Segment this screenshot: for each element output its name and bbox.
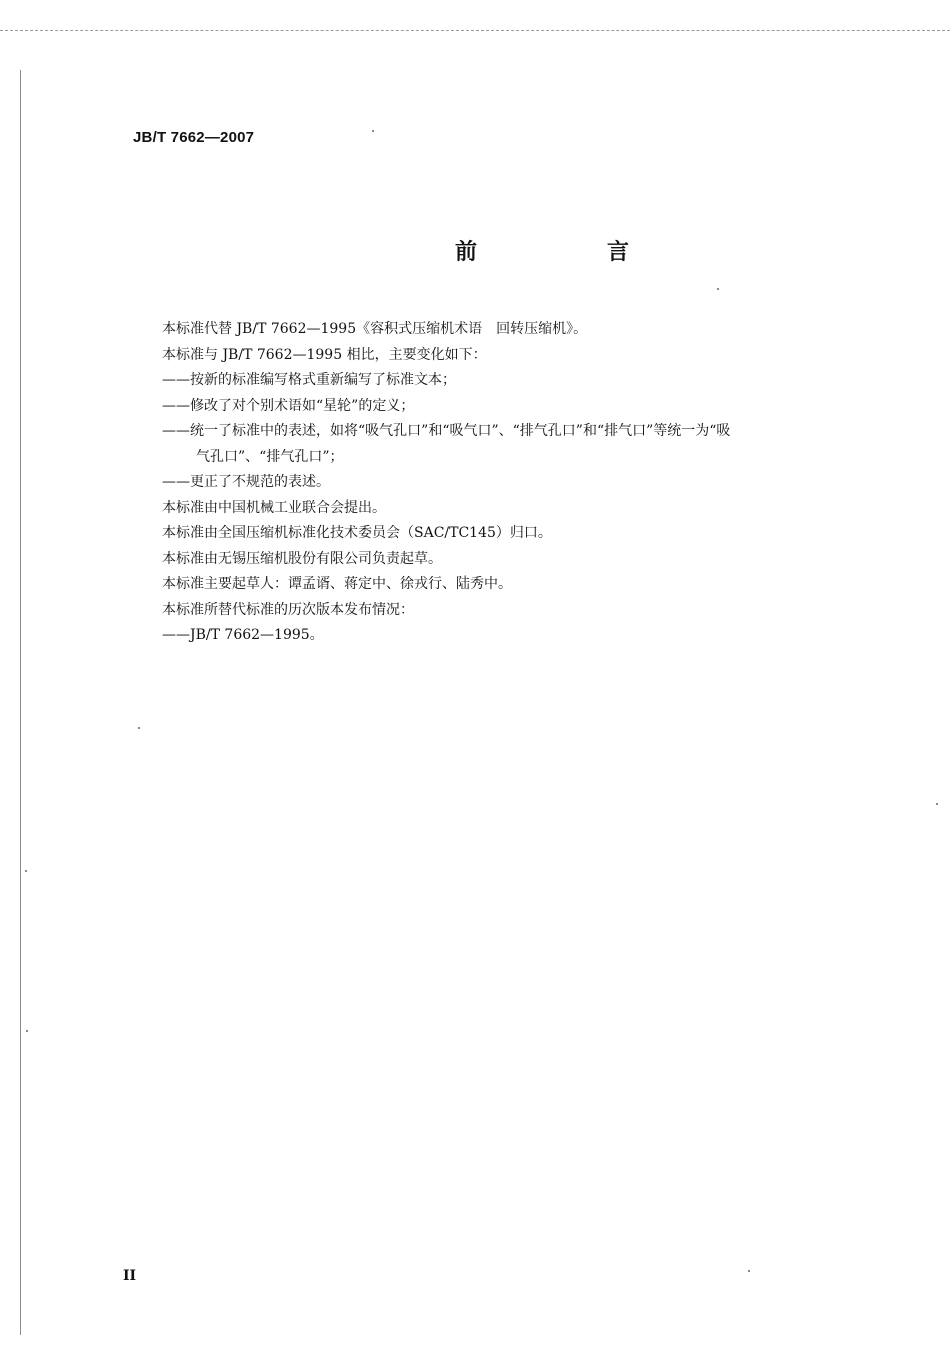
paragraph-drafted-by: 本标准由无锡压缩机股份有限公司负责起草。 — [162, 550, 442, 567]
document-code: JB/T 7662—2007 — [133, 129, 255, 146]
scan-edge-top — [0, 30, 950, 31]
paragraph-proposed-by: 本标准由中国机械工业联合会提出。 — [162, 499, 386, 516]
scan-speck — [936, 803, 938, 805]
page-title: 前 言 — [455, 239, 684, 265]
paragraph-replaces: 本标准代替 JB/T 7662—1995《容积式压缩机术语 回转压缩机》。 — [162, 321, 588, 337]
paragraph-drafters: 本标准主要起草人：谭孟谞、蒋定中、徐戎行、陆秀中。 — [162, 576, 512, 592]
scan-speck — [138, 727, 140, 729]
history-item: ——JB/T 7662—1995。 — [162, 627, 324, 643]
change-item-format: ——按新的标准编写格式重新编写了标准文本； — [162, 372, 456, 388]
change-item-corrections: ——更正了不规范的表述。 — [162, 474, 330, 490]
foreword-body — [162, 317, 882, 649]
scan-speck — [748, 1270, 750, 1272]
page-number: II — [123, 1268, 137, 1284]
scan-edge-left — [20, 70, 21, 1335]
scan-speck — [717, 288, 719, 290]
scan-speck — [26, 1030, 28, 1032]
paragraph-changes-intro: 本标准与 JB/T 7662—1995 相比，主要变化如下： — [162, 346, 487, 363]
scan-speck — [372, 130, 374, 132]
change-item-unify-terms: ——统一了标准中的表述，如将“吸气孔口”和“吸气口”、“排气孔口”和“排气口”等统一为“吸 — [162, 423, 731, 439]
paragraph-under-jurisdiction: 本标准由全国压缩机标准化技术委员会（SAC/TC145）归口。 — [162, 525, 552, 541]
scan-speck — [25, 870, 27, 872]
paragraph-history-intro: 本标准所替代标准的历次版本发布情况： — [162, 601, 414, 618]
change-item-definition: ——修改了对个别术语如“星轮”的定义； — [162, 397, 415, 414]
change-item-unify-terms-cont: 气孔口”、“排气孔口”； — [196, 448, 344, 465]
